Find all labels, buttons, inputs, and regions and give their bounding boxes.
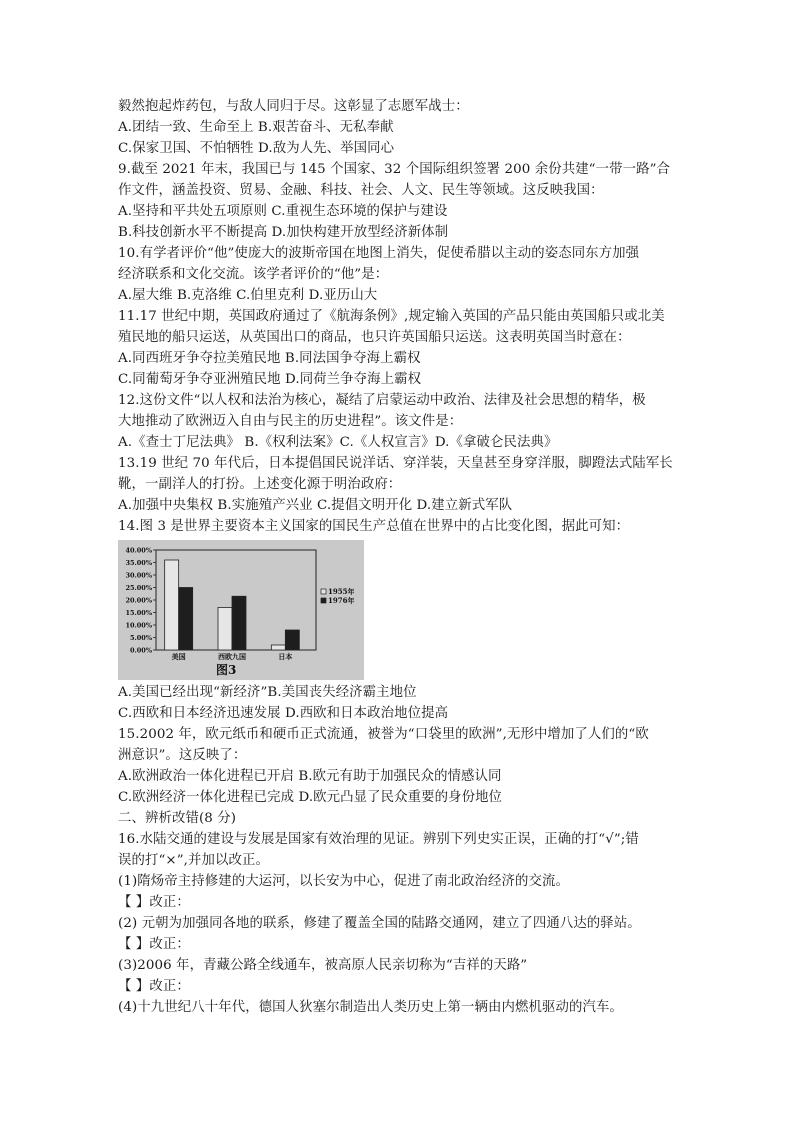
text-line: 洲意识”。这反映了： [118,748,247,763]
bar-1976 [179,588,193,651]
text-line: A.《查士丁尼法典》 B.《权利法案》C.《人权宣言》D.《拿破仑民法典》 [118,435,558,450]
text-line: 【 】改正： [118,895,190,910]
text-line: C.同葡萄牙争夺亚洲殖民地 D.同荷兰争夺海上霸权 [118,372,422,387]
y-tick-label: 10.00% [125,621,152,630]
y-tick-label: 40.00% [125,546,152,555]
y-tick-label: 0.00% [129,646,152,655]
text-line: 毅然抱起炸药包，与敌人同归于尽。这彰显了志愿军战士： [118,99,469,114]
y-tick-label: 20.00% [125,596,152,605]
text-line: (3)2006 年，青藏公路全线通车，被高原人民亲切称为“吉祥的天路” [118,958,528,973]
x-category-label: 西欧九国 [218,652,246,661]
text-line: C.西欧和日本经济迅速发展 D.西欧和日本政治地位提高 [118,706,449,721]
legend-swatch [321,598,326,603]
text-line: 经济联系和文化交流。该学者评价的“他”是： [118,267,389,282]
text-line: (4)十九世纪八十年代，德国人狄塞尔制造出人类历史上第一辆由内燃机驱动的汽车。 [118,1000,623,1015]
text-line: A.同西班牙争夺拉美殖民地 B.同法国争夺海上霸权 [118,351,421,366]
figure-label: 图3 [216,663,237,677]
text-line: 14.图 3 是世界主要资本主义国家的国民生产总值在世界中的占比变化图，据此可知： [118,519,630,534]
bar-1976 [232,596,246,650]
text-line: A.欧洲政治一体化进程已开启 B.欧元有助于加强民众的情感认同 [118,769,502,784]
text-line: 15.2002 年，欧元纸币和硬币正式流通，被誉为“口袋里的欧洲”,无形中增加了人们的“欧 [118,727,649,742]
text-line: 大地推动了欧洲迈入自由与民主的历史进程”。该文件是： [118,414,463,429]
figure-3-bar-chart [118,540,364,680]
question-text-before-chart [118,96,678,537]
text-line: C.欧洲经济一体化进程已完成 D.欧元凸显了民众重要的身份地位 [118,790,503,805]
chart-svg [118,540,364,680]
text-line: 12.这份文件“以人权和法治为核心，凝结了启蒙运动中政治、法律及社会思想的精华，极 [118,393,646,408]
bar-1955 [218,608,232,651]
y-tick-label: 30.00% [125,571,152,580]
x-category-label: 美国 [171,652,186,661]
text-line: A.团结一致、生命至上 B.艰苦奋斗、无私奉献 [118,120,394,135]
text-line: (2) 元朝为加强同各地的联系，修建了覆盖全国的陆路交通网，建立了四通八达的驿站。 [118,916,641,931]
bar-1955 [271,645,285,650]
legend-label: 1955年 [328,587,355,596]
text-line: 误的打“×”,并加以改正。 [118,853,269,868]
y-tick-label: 15.00% [125,609,152,617]
text-line: 10.有学者评价“他”使庞大的波斯帝国在地图上消失，促使希腊以主动的姿态同东方加强 [118,246,640,261]
text-line: A.加强中央集权 B.实施殖产兴业 C.提倡文明开化 D.建立新式军队 [118,498,513,513]
text-line: A.美国已经出现“新经济”B.美国丧失经济霸主地位 [118,685,417,700]
y-tick-label: 5.00% [129,634,152,642]
x-category-label: 日本 [278,652,293,661]
text-line: 【 】改正： [118,937,190,952]
text-line: 9.截至 2021 年末，我国已与 145 个国家、32 个国际组织签署 200 余份共建“一带一路”合 [118,162,671,177]
text-line: 11.17 世纪中期，英国政府通过了《航海条例》,规定输入英国的产品只能由英国船只或北美 [118,309,665,324]
text-line: A.坚持和平共处五项原则 C.重视生态环境的保护与建设 [118,204,448,219]
question-text-after-chart [118,682,678,1018]
bar-1955 [165,560,179,650]
bar-1976 [285,630,299,650]
text-line: 16.水陆交通的建设与发展是国家有效治理的见证。辨别下列史实正误，正确的打“√”;错 [118,832,639,847]
exam-page [118,96,678,1018]
text-line: 二、辨析改错(8 分) [118,811,237,826]
text-line: C.保家卫国、不怕牺牲 D.敌为人先、举国同心 [118,141,395,156]
legend-label: 1976年 [328,596,355,605]
text-line: (1)隋炀帝主持修建的大运河，以长安为中心，促进了南北政治经济的交流。 [118,874,569,889]
text-line: 殖民地的船只运送，从英国出口的商品，也只许英国船只运送。这表明英国当时意在： [118,330,631,345]
y-tick-label: 25.00% [125,584,152,592]
y-tick-label: 35.00% [125,559,152,567]
text-line: 13.19 世纪 70 年代后，日本提倡国民说洋话、穿洋装，天皇甚至身穿洋服，脚蹬法式陆军长 [118,456,673,471]
text-line: 靴，一副洋人的打扮。上述变化源于明治政府： [118,477,402,492]
text-line: B.科技创新水平不断提高 D.加快构建开放型经济新体制 [118,225,449,240]
legend-swatch [321,589,326,594]
text-line: 作文件，涵盖投资、贸易、金融、科技、社会、人文、民生等领域。这反映我国： [118,183,604,198]
text-line: A.屋大维 B.克洛维 C.伯里克利 D.亚历山大 [118,288,378,303]
text-line: 【 】改正： [118,979,190,994]
